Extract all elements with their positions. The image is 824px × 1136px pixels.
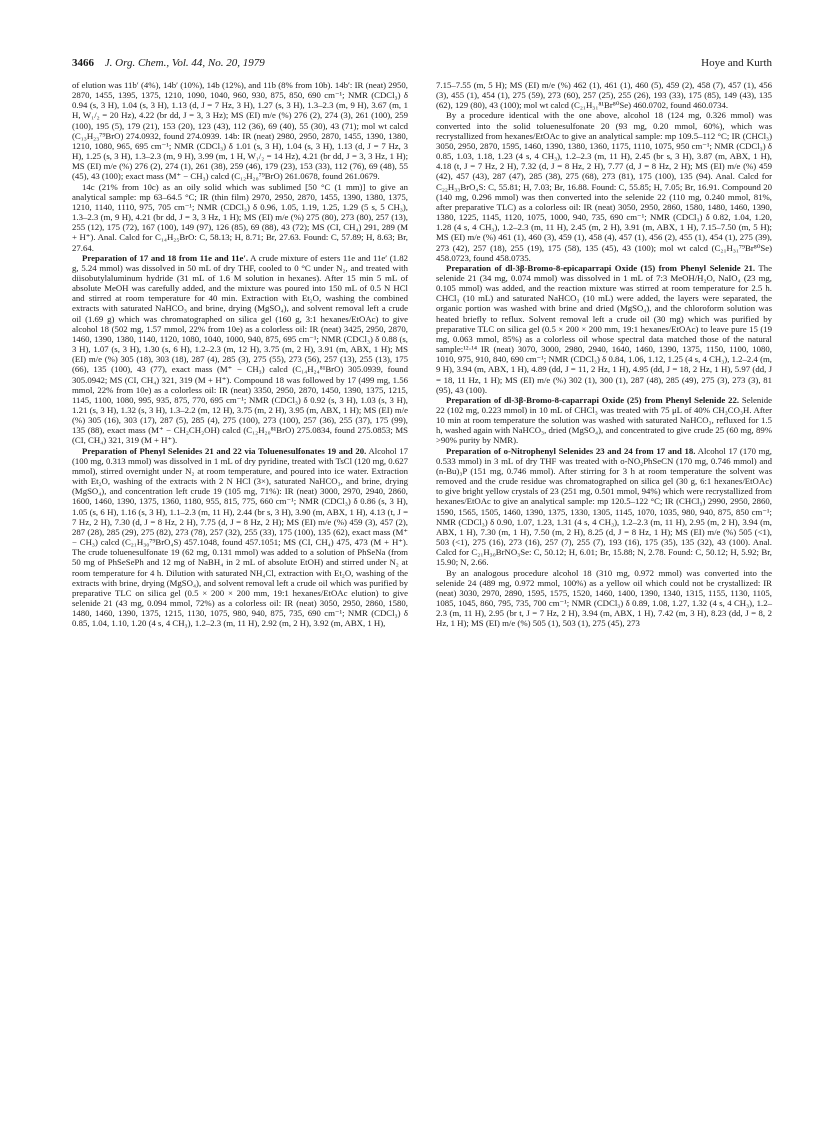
section-heading: Preparation of 17 and 18 from 11e and 11e′. <box>82 252 249 263</box>
paragraph <box>436 446 772 568</box>
paragraph-text: Alcohol 17 (100 mg, 0.313 mmol) was dissolved in 1 mL of dry pyridine, treated with TsCl (120 mg, 0.627 mmol), stirred overnight under N₂ at room temperature, and poured into ice water. Extraction with Et₂O, washing of the extracts with 2 N HCl (3×), saturated NaHCO₃, and brine, drying (MgSO₄), and concentration left crude 19 (105 mg, 71%): IR (neat) 3000, 2970, 2940, 2860, 1600, 1460, 1390, 1375, 1360, 1180, 955, 815, 775, 660 cm⁻¹; NMR (CDCl₃) δ 0.86 (s, 3 H), 1.05 (s, 6 H), 1.16 (s, 3 H), 1.1–2.3 (m, 11 H), 2.44 (br s, 3 H), 3.90 (m, ABX, 1 H), 4.13 (t, J = 7 Hz, 2 H), 7.30 (d, J = 8 Hz, 2 H), 7.75 (d, J = 8 Hz, 2 H); MS (EI) m/e (%) 459 (3), 457 (2), 287 (28), 285 (29), 275 (82), 273 (78), 257 (32), 255 (33), 175 (100), 135 (62), exact mass (M⁺ − CH₃) calcd (C₂₁H₃₀⁷⁹BrO₄S) 457.1048, found 457.1051; MS (CI, CH₄) 475, 473 (M + H⁺). The crude toluenesulfonate 19 (62 mg, 0.131 mmol) was added to a solution of PhSeNa (from 50 mg of PhSeSePh and 12 mg of NaBH₄ in 2 mL of absolute EtOH) and stirred under N₂ at room temperature for 4 h. Dilution with saturated NH₄Cl, extraction with Et₂O, washing of the extracts with brine, drying (MgSO₄), and solvent removal left a crude oil which was purified by preparative TLC on silica gel (0.5 × 200 × 200 mm, 19:1 hexanes/EtOAc elution) to give selenide 21 (43 mg, 0.094 mmol, 72%) as a colorless oil: IR (neat) 3050, 2950, 2860, 1580, 1480, 1460, 1390, 1375, 1215, 1130, 1075, 980, 940, 875, 735, 690 cm⁻¹; NMR (CDCl₃) δ 0.85, 1.04, 1.10, 1.20 (4 s, 4 CH₃), 1.2–2.3 (m, 11 H), 2.92 (m, 2 H), 3.92 (m, ABX, 1 H), <box>72 445 408 629</box>
paragraph <box>436 568 772 629</box>
paragraph <box>72 253 408 446</box>
page-header <box>72 55 772 71</box>
paragraph <box>72 446 408 629</box>
left-column <box>72 80 408 628</box>
right-column <box>436 80 772 628</box>
paragraph-text: The selenide 21 (34 mg, 0.074 mmol) was dissolved in 1 mL of 7:3 MeOH/H₂O, NaIO₄ (23 mg, 0.105 mmol) was added, and the reaction mixture was stirred at room temperature for 2.5 h. CHCl₃ (10 mL) and saturated NaHCO₃ (10 mL) were added, the layers were separated, the organic portion was washed with brine and dried (MgSO₄), and the chloroform solution was heated briefly to reflux. Solvent removal left a crude oil (30 mg) which was purified by preparative TLC on silica gel (0.5 × 200 × 200 mm, 19:1 hexanes/EtOAc) to leave pure 15 (19 mg, 0.063 mmol, 85%) as a colorless oil whose spectral data matched those of the natural sample:¹²·¹⁴ IR (neat) 3070, 3000, 2980, 2940, 1640, 1460, 1390, 1375, 1150, 1100, 1080, 1010, 975, 910, 840, 690 cm⁻¹; NMR (CDCl₃) δ 0.84, 1.06, 1.12, 1.25 (4 s, 4 CH₃), 1.2–2.4 (m, 9 H), 3.94 (m, ABX, 1 H), 4.89 (dd, J = 11, 2 Hz, 1 H), 4.95 (dd, J = 18, 2 Hz, 1 H), 5.97 (dd, J = 18, 11 Hz, 1 H); MS (EI) m/e (%) 302 (1), 300 (1), 287 (48), 285 (49), 275 (3), 273 (3), 81 (95), 43 (100). <box>436 262 772 395</box>
journal-citation: J. Org. Chem., Vol. 44, No. 20, 1979 <box>104 57 265 69</box>
paragraph <box>72 80 408 182</box>
paragraph <box>436 263 772 395</box>
paragraph-text: of elution was 11b′ (4%), 14b′ (10%), 14b (12%), and 11b (8% from 10b). 14b′: IR (neat) 2950, 2870, 1455, 1395, 1375, 1210, 1090, 1040, 960, 930, 875, 850, 690 cm⁻¹; NMR (CDCl₃) δ 0.94 (s, 3 H), 1.04 (s, 3 H), 1.13 (d, J = 7 Hz, 3 H), 1.27 (s, 3 H), 1.3–2.3 (m, 9 H), 3.67 (m, 1 H, W₁/₂ = 20 Hz), 4.22 (br dd, J = 3, 3 Hz); MS (EI) m/e (%) 276 (2), 274 (3), 261 (100), 259 (100), 195 (5), 179 (21), 153 (20), 123 (43), 112 (36), 69 (40), 55 (30), 43 (71); mol wt calcd (C₁₃H₂₃⁷⁹BrO) 274.0932, found 274.0939. 14b: IR (neat) 2980, 2950, 2870, 1455, 1390, 1380, 1210, 1080, 965, 695 cm⁻¹; NMR (CDCl₃) δ 1.01 (s, 3 H), 1.04 (s, 3 H), 1.13 (d, J = 7 Hz, 3 H), 1.25 (s, 3 H), 1.3–2.3 (m, 9 H), 3.99 (m, 1 H, W₁/₂ = 14 Hz), 4.21 (br dd, J = 3, 3 Hz, 1 H); MS (EI) m/e (%) 276 (2), 274 (1), 261 (38), 259 (46), 179 (23), 153 (33), 112 (76), 69 (48), 55 (45), 43 (100); exact mass (M⁺ − CH₃) calcd (C₁₂H₂₀⁷⁹BrO) 261.0678, found 261.0679. <box>72 80 408 182</box>
section-heading: Preparation of dl-3β-Bromo-8-epicaparrapi Oxide (15) from Phenyl Selenide 21. <box>446 262 756 273</box>
running-authors: Hoye and Kurth <box>701 57 772 69</box>
paragraph-text: A crude mixture of esters 11e and 11e′ (1.82 g, 5.24 mmol) was dissolved in 50 mL of dry THF, cooled to 0 °C under N₂, and treated with diisobutylaluminum hydride (31 mL of 1.6 M solution in hexanes). After 15 min 5 mL of absolute MeOH was carefully added, and the mixture was poured into 150 mL of 0.5 N HCl and stirred at room temperature for 40 min. Extraction with Et₂O, washing the combined extracts with saturated NaHCO₃ and brine, drying (MgSO₄), and solvent removal left a crude oil (1.69 g) which was chromatographed on silica gel (160 g, 3:1 hexanes/EtOAc) to give alcohol 18 (502 mg, 1.57 mmol, 22% from 10e) as a colorless oil: IR (neat) 3425, 2950, 2870, 1460, 1390, 1380, 1140, 1120, 1080, 1040, 1000, 940, 875, 695 cm⁻¹; NMR (CDCl₃) δ 0.88 (s, 3 H), 1.07 (s, 3 H), 1.30 (s, 6 H), 1.2–2.3 (m, 12 H), 3.75 (m, 2 H), 3.91 (m, ABX, 1 H); MS (EI) m/e (%) 305 (18), 303 (18), 287 (4), 285 (3), 275 (55), 273 (56), 257 (13), 255 (13), 175 (66), 135 (100), 43 (77), exact mass (M⁺ − CH₃) calcd (C₁₄H₂₄⁸¹BrO) 305.0939, found 305.0942; MS (CI, CH₄) 321, 319 (M + H⁺). Compound 18 was followed by 17 (499 mg, 1.56 mmol, 22% from 10e) as a colorless oil: IR (neat) 3350, 2950, 2870, 1450, 1390, 1375, 1215, 1145, 1100, 1080, 995, 935, 875, 770, 695 cm⁻¹; NMR (CDCl₃) δ 0.92 (s, 3 H), 1.03 (s, 3 H), 1.21 (s, 3 H), 1.32 (s, 3 H), 1.3–2.2 (m, 12 H), 3.75 (m, 2 H), 3.95 (m, ABX, 1 H); MS (EI) m/e (%) 305 (16), 303 (17), 287 (5), 285 (4), 275 (100), 273 (100), 257 (36), 255 (37), 175 (99), 135 (88), exact mass (M⁺ − CH₂CH₂OH) calcd (C₁₂H₂₀⁸¹BrO) 275.0834, found 275.0853; MS (CI, CH₄) 321, 319 (M + H⁺). <box>72 252 408 446</box>
paragraph-text: 14c (21% from 10c) as an oily solid which was sublimed [50 °C (1 mm)] to give an analytical sample: mp 63–64.5 °C; IR (thin film) 2970, 2950, 2870, 1455, 1390, 1380, 1375, 1210, 1140, 1110, 975, 705 cm⁻¹; NMR (CDCl₃) δ 0.96, 1.05, 1.19, 1.25, 1.29 (5 s, 5 CH₃), 1.3–2.3 (m, 9 H), 4.21 (br dd, J = 3, 3 Hz, 1 H); MS (EI) m/e (%) 275 (80), 273 (80), 257 (13), 255 (12), 175 (72), 167 (100), 149 (97), 126 (85), 69 (88), 43 (72); MS (CI, CH₄) 291, 289 (M + H⁺). Anal. Calcd for C₁₄H₂₅BrO: C, 58.13; H, 8.71; Br, 27.63. Found: C, 57.89; H, 8.63; Br, 27.64. <box>72 181 408 253</box>
section-heading: Preparation of Phenyl Selenides 21 and 22 via Toluenesulfonates 19 and 20. <box>82 445 367 456</box>
paragraph-text: By an analogous procedure alcohol 18 (310 mg, 0.972 mmol) was converted into the selenide 24 (489 mg, 0.972 mmol, 100%) as a yellow oil which could not be crystallized: IR (neat) 3030, 2970, 2890, 1595, 1575, 1520, 1460, 1400, 1390, 1340, 1315, 1155, 1130, 1105, 1085, 1045, 860, 795, 735, 700 cm⁻¹; NMR (CDCl₃) δ 0.89, 1.08, 1.27, 1.32 (4 s, 4 CH₃), 1.2–2.3 (m, 11 H), 2.95 (br t, J = 7 Hz, 2 H), 3.94 (m, ABX, 1 H), 7.42 (m, 3 H), 8.23 (dd, J = 8, 2 Hz, 1 H); MS (EI) m/e (%) 505 (1), 503 (1), 275 (45), 273 <box>436 567 772 629</box>
section-heading: Preparation of o-Nitrophenyl Selenides 23 and 24 from 17 and 18. <box>446 445 696 456</box>
page-number: 3466 <box>72 57 94 69</box>
paragraph <box>436 80 772 110</box>
paragraph <box>436 110 772 262</box>
paragraph-text: Alcohol 17 (170 mg, 0.533 mmol) in 3 mL of dry THF was treated with o-NO₂PhSeCN (170 mg, 0.746 mmol) and (n-Bu)₃P (151 mg, 0.746 mmol). After stirring for 3 h at room temperature the solvent was removed and the crude residue was chromatographed on silica gel (30 g, 6:1 hexanes/EtOAc) to give bright yellow crystals of 23 (251 mg, 0.501 mmol, 94%) which were recrystallized from hexanes/EtOAc to give an analytical sample: mp 120.5–122 °C; IR (CHCl₃) 2990, 2950, 2860, 1590, 1565, 1505, 1460, 1390, 1375, 1330, 1305, 1145, 1070, 1035, 980, 940, 875, 850 cm⁻¹; NMR (CDCl₃) δ 0.90, 1.07, 1.23, 1.31 (4 s, 4 CH₃), 1.2–2.3 (m, 11 H), 2.95 (m, 2 H), 3.94 (m, ABX, 1 H), 7.30 (m, 1 H), 7.50 (m, 2 H), 8.25 (d, J = 8 Hz, 1 H); MS (EI) m/e (%) 505 (<1), 503 (<1), 275 (16), 273 (16), 257 (7), 255 (7), 193 (16), 175 (35), 135 (32), 43 (100). Anal. Calcd for C₂₁H₃₀BrNO₃Se: C, 50.12; H, 6.01; Br, 15.88; N, 2.78. Found: C, 50.12; H, 5.92; Br, 15.90; N, 2.66. <box>436 445 772 568</box>
header-left <box>72 55 265 71</box>
paragraph-text: 7.15–7.55 (m, 5 H); MS (EI) m/e (%) 462 (1), 461 (1), 460 (5), 459 (2), 458 (7), 457 (1), 456 (3), 455 (1), 454 (1), 275 (59), 273 (60), 257 (25), 255 (26), 193 (33), 175 (85), 149 (43), 135 (62), 129 (80), 43 (100); mol wt calcd (C₂₁H₃₁⁸¹Br⁸⁰Se) 460.0702, found 460.0734. <box>436 80 772 111</box>
paragraph <box>72 182 408 253</box>
paragraph <box>436 395 772 446</box>
section-heading: Preparation of dl-3β-Bromo-8-caparrapi Oxide (25) from Phenyl Selenide 22. <box>446 394 740 405</box>
paragraph-text: Selenide 22 (102 mg, 0.223 mmol) in 10 mL of CHCl₃ was treated with 75 μL of 40% CH₃CO₃H. After 10 min at room temperature the solution was washed with saturated NaHCO₃, refluxed for 1.5 h, washed again with NaHCO₃, dried (MgSO₄), and concentrated to give crude 25 (60 mg, 89% >90% purity by NMR). <box>436 394 772 446</box>
paragraph-text: By a procedure identical with the one above, alcohol 18 (124 mg, 0.326 mmol) was converted into the solid toluenesulfonate 20 (93 mg, 0.20 mmol, 60%), which was recrystallized from hexanes/EtOAc to give an analytical sample: mp 109.5–112 °C; IR (CHCl₃) 3050, 2950, 2870, 1595, 1460, 1390, 1380, 1360, 1175, 1110, 1075, 950 cm⁻¹; NMR (CDCl₃) δ 0.85, 1.03, 1.18, 1.23 (4 s, 4 CH₃), 1.2–2.3 (m, 11 H), 2.45 (br s, 3 H), 3.87 (m, ABX, 1 H), 4.18 (t, J = 7 Hz, 2 H), 7.32 (d, J = 8 Hz, 2 H), 7.77 (d, J = 8 Hz, 2 H); MS (EI) m/e (%) 459 (42), 457 (43), 287 (47), 285 (38), 275 (68), 273 (81), 175 (100), 135 (94). Anal. Calcd for C₂₂H₃₃BrO₄S: C, 55.81; H, 7.03; Br, 16.88. Found: C, 55.85; H, 7.05; Br, 16.91. Compound 20 (140 mg, 0.296 mmol) was then converted into the selenide 22 (110 mg, 0.240 mmol, 81%, after preparative TLC) as a colorless oil: IR (neat) 3050, 2950, 2860, 1580, 1480, 1460, 1390, 1380, 1225, 1145, 1120, 1075, 1000, 940, 735, 690 cm⁻¹; NMR (CDCl₃) δ 0.82, 1.04, 1.20, 1.28 (4 s, 4 CH₃), 1.2–2.3 (m, 11 H), 2.45 (m, 2 H), 3.91 (m, ABX, 1 H), 7.15–7.50 (m, 5 H); MS (EI) m/e (%) 461 (1), 460 (3), 459 (1), 458 (4), 457 (1), 456 (2), 455 (1), 454 (1), 275 (39), 273 (42), 257 (18), 255 (19), 175 (58), 135 (45), 43 (100); mol wt calcd (C₂₁H₃₁⁷⁹Br⁸⁰Se) 458.0723, found 458.0735. <box>436 110 772 263</box>
